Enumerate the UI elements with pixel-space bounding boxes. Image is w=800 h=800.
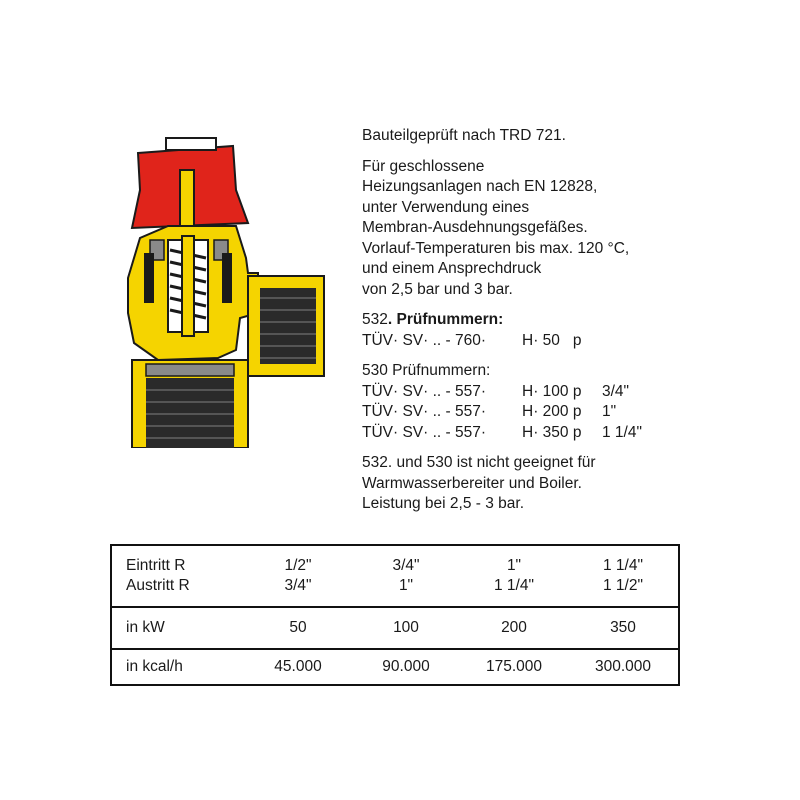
table-cell: 200 [501, 619, 527, 636]
certification-line: Bauteilgeprüft nach TRD 721. [362, 127, 566, 144]
table-cell: 90.000 [382, 658, 430, 675]
description-text [362, 126, 762, 515]
application-line: Für geschlossene [362, 157, 485, 175]
table-cell: 175.000 [485, 658, 543, 675]
kcal-label: in kcal/h [126, 658, 183, 675]
suitability-note [362, 453, 762, 515]
suitability-line: 532. und 530 ist nicht geeignet für [362, 454, 596, 471]
table-cell: 50 [289, 619, 307, 636]
test-numbers-532-title: 532. Prüfnummern: [362, 311, 504, 328]
table-row-kcal [112, 650, 678, 684]
application-line: Membran-Ausdehnungsgefäßes. [362, 219, 588, 236]
tuv-row: TÜV· SV· .. - 760· H· 50 p [362, 331, 582, 349]
suitability-line: Leistung bei 2,5 - 3 bar. [362, 495, 525, 512]
application-paragraph [362, 157, 762, 301]
table-cell: 300.000 [594, 658, 652, 675]
austritt-label: Austritt R [126, 577, 190, 594]
tuv-row: TÜV· SV· .. - 557· H· 100 p 3/4" [362, 382, 630, 400]
table-cell: 1 1/4" 1 1/2" [603, 557, 643, 594]
kw-label: in kW [126, 619, 165, 636]
test-numbers-530-title: 530 Prüfnummern: [362, 362, 491, 379]
table-cell: 350 [610, 619, 636, 636]
application-line: Heizungsanlagen nach EN 12828, [362, 178, 598, 195]
table-cell: 45.000 [274, 658, 322, 675]
application-line: unter Verwendung eines [362, 198, 530, 216]
table-cell: 1/2" 3/4" [284, 557, 312, 594]
table-cell: 100 [393, 619, 419, 636]
tuv-row: TÜV· SV· .. - 557· H· 200 p 1" [362, 403, 617, 420]
tuv-row: TÜV· SV· .. - 557· H· 350 p 1 1/4" [362, 423, 642, 441]
valve-cutaway-illustration [118, 128, 333, 448]
application-line: Vorlauf-Temperaturen bis max. 120 °C, [362, 239, 630, 257]
table-cell: 3/4" 1" [392, 557, 420, 594]
table-cell: 1" 1 1/4" [494, 557, 534, 594]
table-row-kw [112, 608, 678, 650]
capacity-table [110, 544, 680, 686]
eintritt-label: Eintritt R [126, 557, 186, 574]
suitability-line: Warmwasserbereiter und Boiler. [362, 474, 582, 492]
application-line: und einem Ansprechdruck [362, 260, 542, 277]
test-numbers-532 [362, 310, 762, 351]
application-line: von 2,5 bar und 3 bar. [362, 280, 513, 298]
test-numbers-530 [362, 361, 762, 443]
table-row-connections [112, 546, 678, 608]
